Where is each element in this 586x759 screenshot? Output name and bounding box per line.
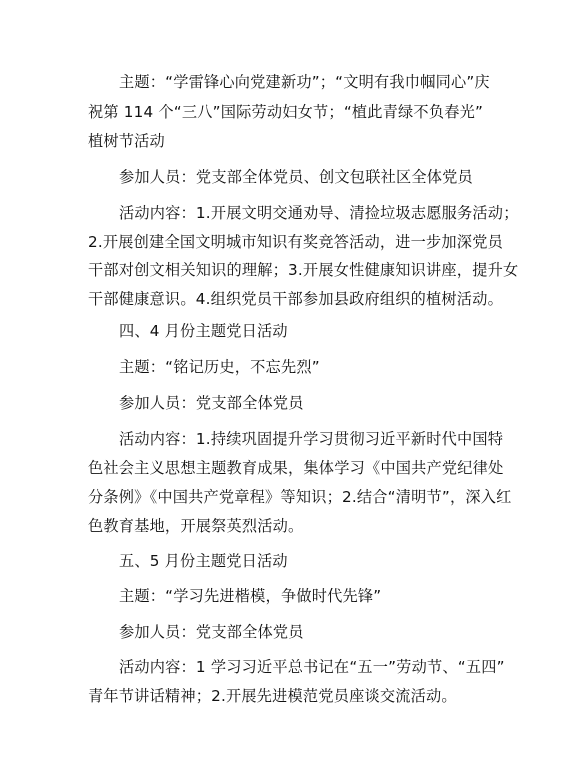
section-heading-april: 四、4 月份主题党日活动 <box>119 322 288 340</box>
theme-line-march-2: 祝第 114 个“三八”国际劳动妇女节；“植此青绿不负春光” <box>88 103 484 121</box>
participants-april: 参加人员：党支部全体党员 <box>119 394 304 412</box>
content-april-3: 分条例》《中国共产党章程》等知识；2.结合“清明节”，深入红 <box>88 488 512 506</box>
theme-april: 主题：“铭记历史，不忘先烈” <box>119 358 320 376</box>
content-march-3: 干部对创文相关知识的理解；3.开展女性健康知识讲座，提升女 <box>88 261 519 279</box>
content-march-2: 2.开展创建全国文明城市知识有奖竞答活动，进一步加深党员 <box>88 233 503 251</box>
content-april-2: 色社会主义思想主题教育成果，集体学习《中国共产党纪律处 <box>88 459 504 477</box>
content-may-2: 青年节讲话精神；2.开展先进模范党员座谈交流活动。 <box>88 687 457 705</box>
content-march-1: 活动内容：1.开展文明交通劝导、清捡垃圾志愿服务活动； <box>119 204 519 222</box>
content-may-1: 活动内容：1 学习习近平总书记在“五一”劳动节、“五四” <box>119 658 505 676</box>
participants-may: 参加人员：党支部全体党员 <box>119 623 304 641</box>
content-april-4: 色教育基地，开展祭英烈活动。 <box>88 517 304 535</box>
participants-march: 参加人员：党支部全体党员、创文包联社区全体党员 <box>119 168 473 186</box>
content-april-1: 活动内容：1.持续巩固提升学习贯彻习近平新时代中国特 <box>119 430 504 448</box>
content-march-4: 干部健康意识。4.组织党员干部参加县政府组织的植树活动。 <box>88 290 503 308</box>
section-heading-may: 五、5 月份主题党日活动 <box>119 552 288 570</box>
theme-may: 主题：“学习先进楷模，争做时代先锋” <box>119 587 382 605</box>
theme-line-march-3: 植树节活动 <box>88 132 165 150</box>
theme-line-march-1: 主题：“学雷锋心向党建新功”；“文明有我巾帼同心”庆 <box>119 73 490 91</box>
